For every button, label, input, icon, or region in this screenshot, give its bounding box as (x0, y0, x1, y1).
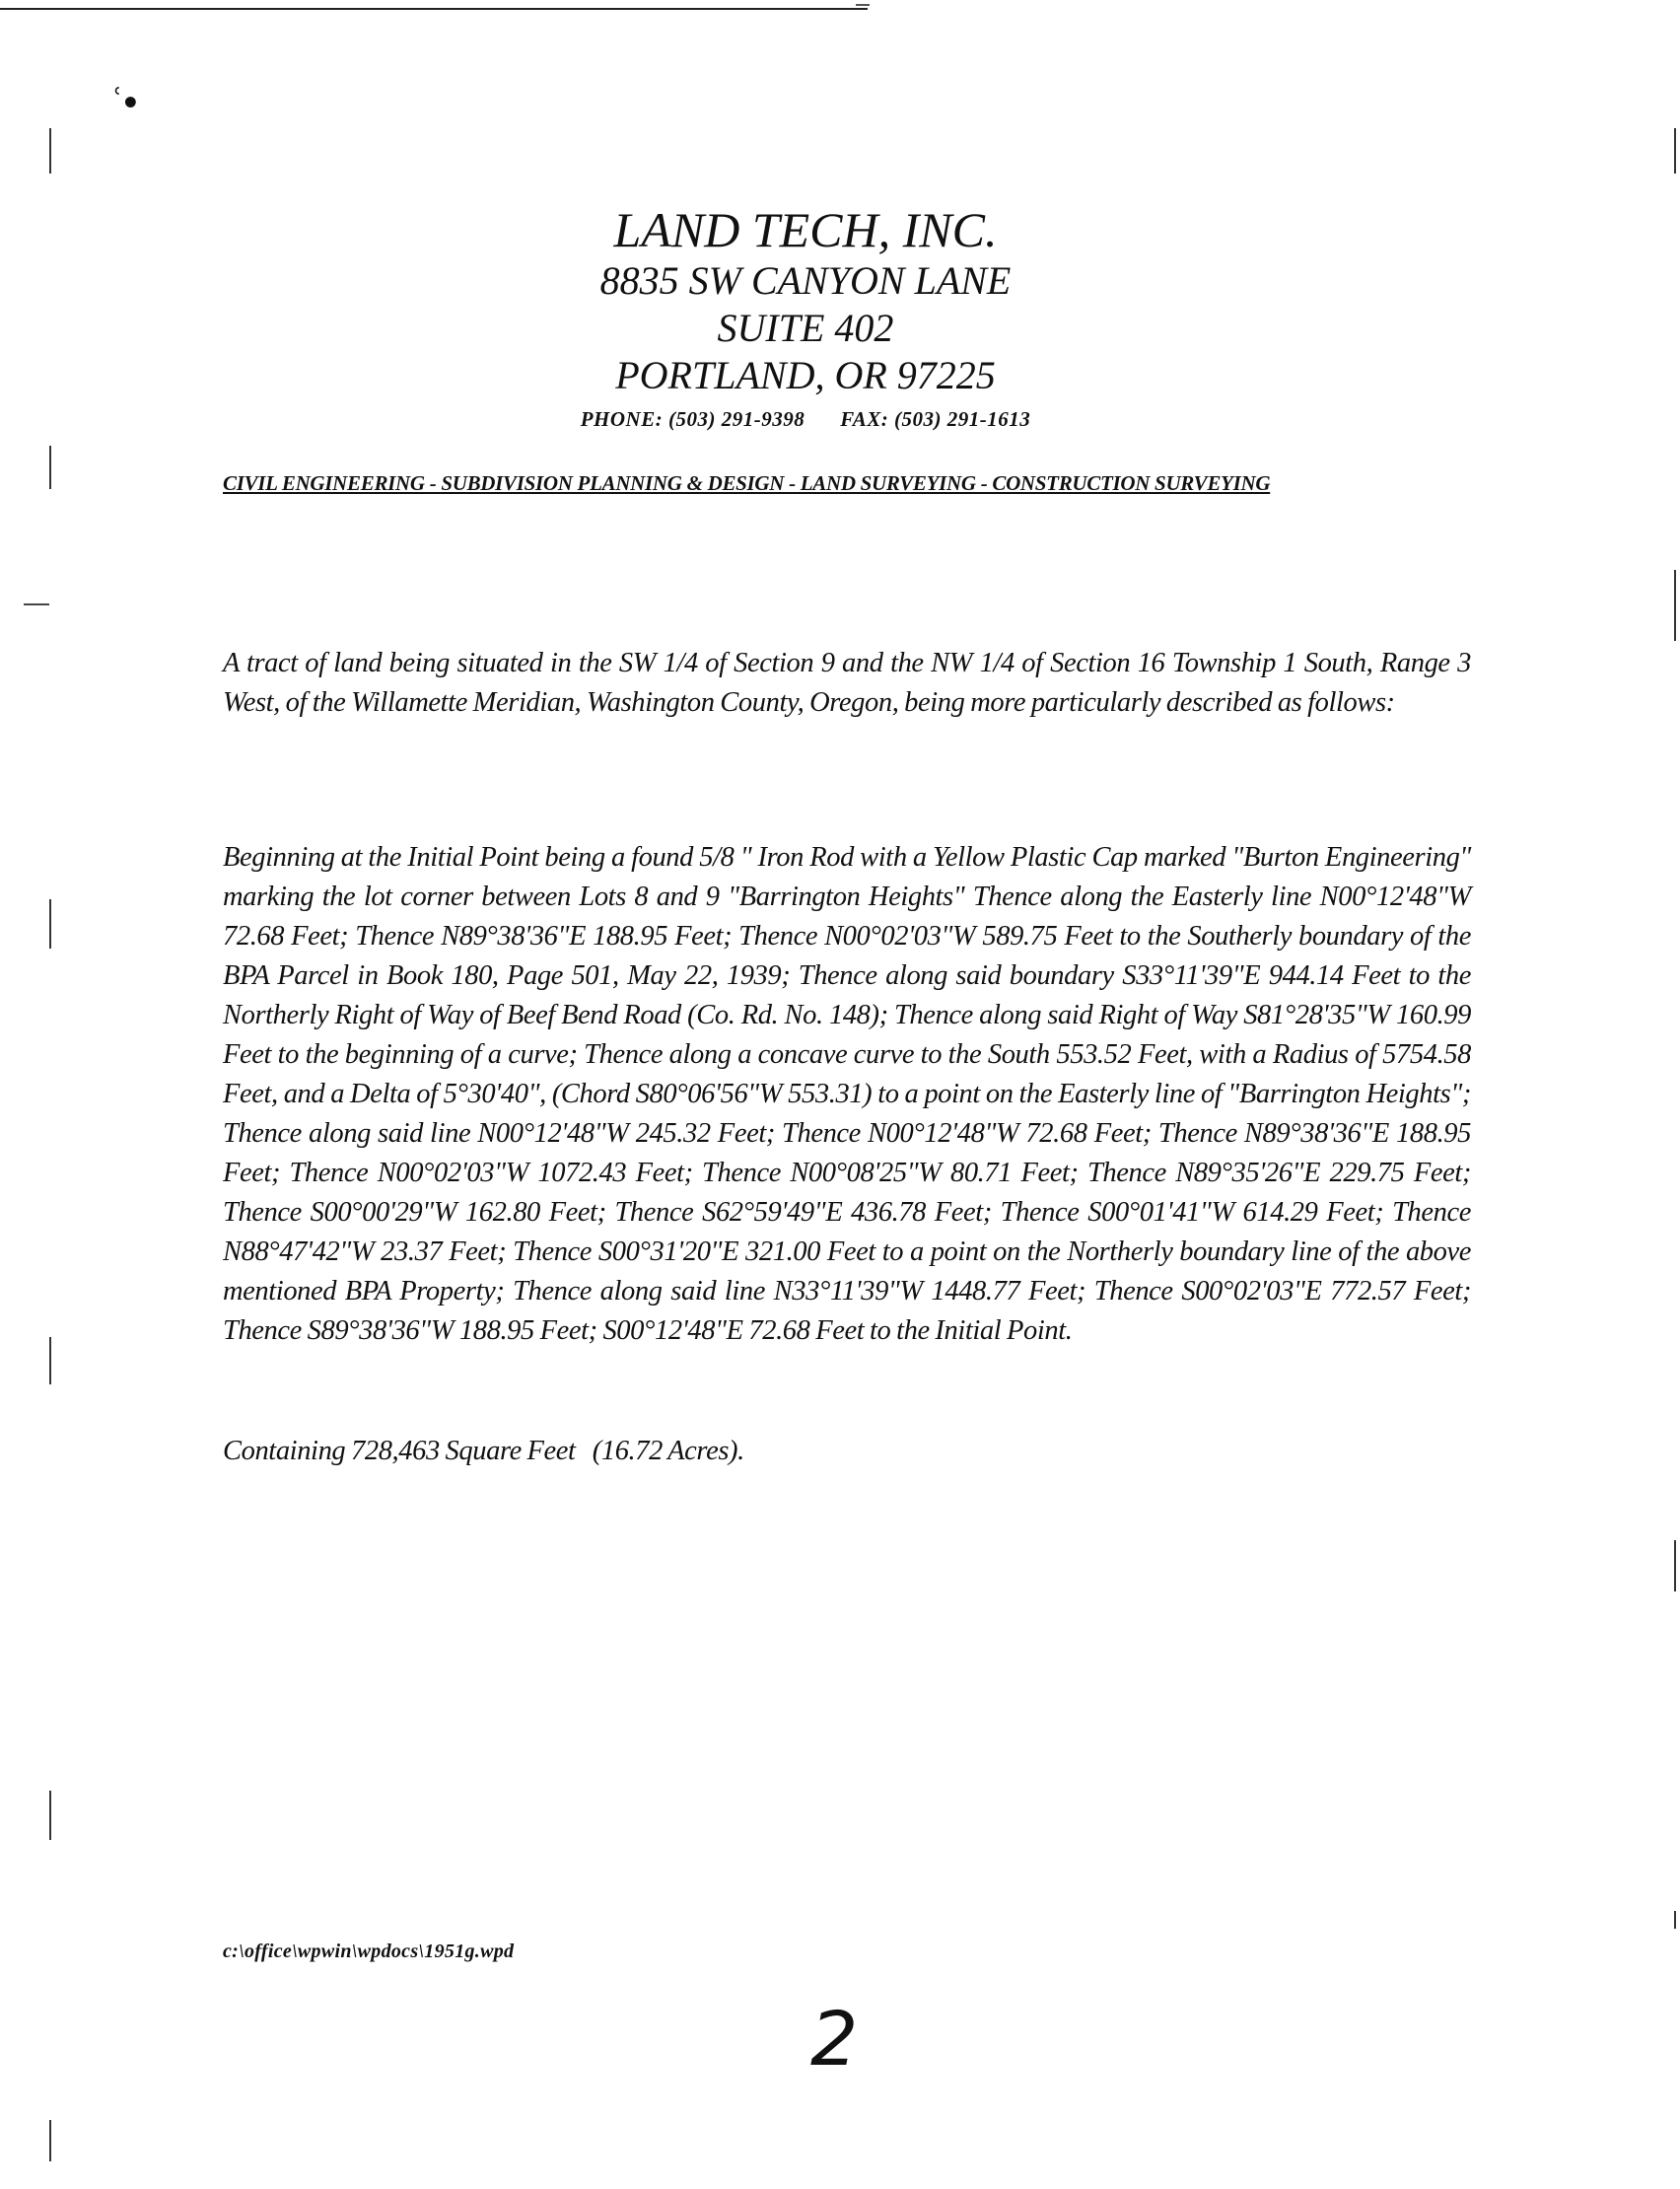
stray-scan-marks: ʿ• (110, 80, 138, 124)
company-city: PORTLAND, OR 97225 (615, 353, 996, 397)
page-number: 2 (810, 1995, 859, 2083)
right-edge-mark (1674, 128, 1676, 174)
left-edge-mark (49, 1337, 51, 1384)
company-name: LAND TECH, INC. (613, 202, 998, 257)
company-phone: PHONE: (503) 291-9398 (580, 407, 805, 431)
area-statement: Containing 728,463 Square Feet (16.72 Acres). (223, 1436, 744, 1466)
left-edge-mark (49, 2120, 51, 2161)
company-street: 8835 SW CANYON LANE (599, 258, 1012, 303)
scan-top-edge-dash (856, 4, 870, 6)
right-edge-mark (1674, 1540, 1676, 1591)
right-edge-mark (1674, 1911, 1676, 1929)
company-contact (0, 403, 1680, 435)
company-suite: SUITE 402 (717, 306, 894, 350)
left-edge-mark (49, 128, 51, 174)
right-edge-mark (1674, 570, 1676, 641)
services-line: CIVIL ENGINEERING - SUBDIVISION PLANNING & DESIGN - LAND SURVEYING - CONSTRUCTION SURVEYING (223, 471, 1271, 495)
left-edge-mark (49, 446, 51, 489)
file-path: c:\office\wpwin\wpdocs\1951g.wpd (223, 1941, 515, 1962)
company-fax: FAX: (503) 291-1613 (840, 407, 1031, 431)
left-edge-tick (24, 603, 49, 605)
left-edge-mark (49, 899, 51, 949)
letterhead (0, 202, 1680, 435)
description-body: Beginning at the Initial Point being a found 5/8 " Iron Rod with a Yellow Plastic Cap marked "Burton Engineering" marking the lot corner between Lots 8 and 9 "Barrington Heights" Thence along the Easterly line N00°12'48"W 72.68 Feet; Thence N89°38'36"E 188.95 Feet; Thence N00°02'03"W 589.75 Feet to the Southerly boundary of the BPA Parcel in Book 180, Page 501, May 22, 1939; Thence along said boundary S33°11'39"E 944.14 Feet to the Northerly Right of Way of Beef Bend Road (Co. Rd. No. 148); Thence along said Right of Way S81°28'35"W 160.99 Feet to the beginning of a curve; Thence along a concave curve to the South 553.52 Feet, with a Radius of 5754.58 Feet, and a Delta of 5°30'40", (Chord S80°06'56"W 553.31) to a point on the Easterly line of "Barrington Heights"; Thence along said line N00°12'48"W 245.32 Feet; Thence N00°12'48"W 72.68 Feet; Thence N89°38'36"E 188.95 Feet; Thence N00°02'03"W 1072.43 Feet; Thence N00°08'25"W 80.71 Feet; Thence N89°35'26"E 229.75 Feet; Thence S00°00'29"W 162.80 Feet; Thence S62°59'49"E 436.78 Feet; Thence S00°01'41"W 614.29 Feet; Thence N88°47'42"W 23.37 Feet; Thence S00°31'20"E 321.00 Feet to a point on the Northerly boundary line of the above mentioned BPA Property; Thence along said line N33°11'39"W 1448.77 Feet; Thence S00°02'03"E 772.57 Feet; Thence S89°38'36"W 188.95 Feet; S00°12'48"E 72.68 Feet to the Initial Point. (223, 842, 1471, 1346)
left-edge-mark (49, 1791, 51, 1840)
description-intro: A tract of land being situated in the SW 1/4 of Section 9 and the NW 1/4 of Section 16 Township 1 South, Range 3 West, of the Willamette Meridian, Washington County, Oregon, being more particularly described as follows: (223, 648, 1471, 718)
scan-top-edge-line (0, 8, 868, 10)
